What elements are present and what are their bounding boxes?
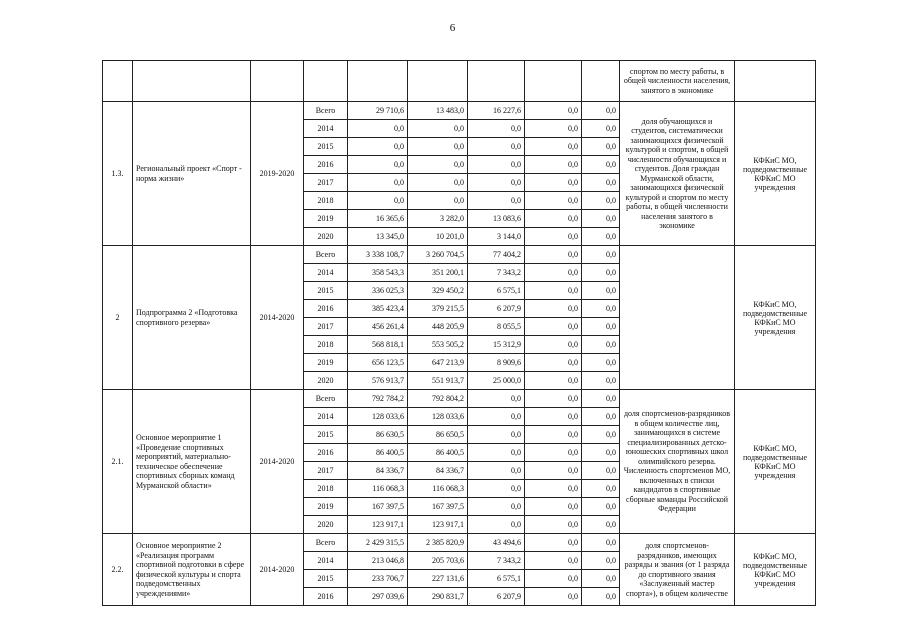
amount-cell: 0,0 — [468, 192, 525, 210]
amount-cell: 2 429 315,5 — [348, 534, 408, 552]
amount-cell: 647 213,9 — [408, 354, 468, 372]
executor-cell: КФКиС МО, подведомственные КФКиС МО учреждения — [735, 390, 816, 534]
amount-cell: 116 068,3 — [348, 480, 408, 498]
measure-name: Региональный проект «Спорт - норма жизни» — [133, 102, 251, 246]
row-number: 2.2. — [103, 534, 133, 606]
amount-cell: 568 818,1 — [348, 336, 408, 354]
amount-cell: 0,0 — [468, 426, 525, 444]
amount-cell: 0,0 — [525, 408, 582, 426]
year-cell: 2015 — [304, 570, 348, 588]
amount-cell: 205 703,6 — [408, 552, 468, 570]
amount-cell: 576 913,7 — [348, 372, 408, 390]
amount-cell: 6 575,1 — [468, 570, 525, 588]
year-cell: Всего — [304, 246, 348, 264]
amount-cell: 0,0 — [525, 354, 582, 372]
amount-cell: 0,0 — [468, 390, 525, 408]
amount-cell: 385 423,4 — [348, 300, 408, 318]
row-number: 2 — [103, 246, 133, 390]
amount-cell: 0,0 — [525, 102, 582, 120]
year-cell: 2014 — [304, 552, 348, 570]
amount-cell: 0,0 — [408, 192, 468, 210]
amount-cell: 0,0 — [525, 552, 582, 570]
amount-cell: 0,0 — [525, 534, 582, 552]
amount-cell: 0,0 — [582, 552, 620, 570]
amount-cell: 0,0 — [582, 408, 620, 426]
amount-cell: 448 205,9 — [408, 318, 468, 336]
amount-cell: 8 909,6 — [468, 354, 525, 372]
amount-cell: 84 336,7 — [348, 462, 408, 480]
amount-cell: 0,0 — [582, 192, 620, 210]
amount-cell: 0,0 — [582, 174, 620, 192]
amount-cell: 6 575,1 — [468, 282, 525, 300]
page-number: 6 — [449, 22, 456, 34]
year-cell: 2016 — [304, 588, 348, 606]
table-row — [103, 534, 816, 552]
amount-cell: 13 483,0 — [408, 102, 468, 120]
amount-cell: 3 144,0 — [468, 228, 525, 246]
indicator-cell: доля обучающихся и студентов, систематически занимающихся физической культурой и спортом, в общей численности обучающихся и студентов. Доля граждан Мурманской области, занимающихся физической культурой и спортом по месту работы, в общей численности населения занятого в экономике — [620, 102, 735, 246]
amount-cell: 0,0 — [468, 480, 525, 498]
amount-cell: 0,0 — [525, 318, 582, 336]
amount-cell: 0,0 — [348, 120, 408, 138]
empty-cell — [525, 61, 582, 102]
amount-cell: 16 365,6 — [348, 210, 408, 228]
amount-cell: 227 131,6 — [408, 570, 468, 588]
amount-cell: 0,0 — [582, 228, 620, 246]
amount-cell: 116 068,3 — [408, 480, 468, 498]
amount-cell: 123 917,1 — [408, 516, 468, 534]
amount-cell: 553 505,2 — [408, 336, 468, 354]
amount-cell: 0,0 — [525, 174, 582, 192]
year-cell: 2019 — [304, 354, 348, 372]
amount-cell: 0,0 — [582, 390, 620, 408]
amount-cell: 0,0 — [348, 174, 408, 192]
year-cell: 2016 — [304, 444, 348, 462]
amount-cell: 0,0 — [468, 462, 525, 480]
amount-cell: 0,0 — [525, 120, 582, 138]
amount-cell: 0,0 — [582, 372, 620, 390]
year-cell: 2015 — [304, 426, 348, 444]
amount-cell: 0,0 — [468, 120, 525, 138]
amount-cell: 10 201,0 — [408, 228, 468, 246]
amount-cell: 0,0 — [408, 120, 468, 138]
amount-cell: 0,0 — [582, 516, 620, 534]
amount-cell: 123 917,1 — [348, 516, 408, 534]
amount-cell: 0,0 — [525, 588, 582, 606]
year-cell: 2018 — [304, 480, 348, 498]
year-cell: Всего — [304, 390, 348, 408]
table-row — [103, 390, 816, 408]
amount-cell: 84 336,7 — [408, 462, 468, 480]
continuation-row — [103, 61, 816, 102]
amount-cell: 0,0 — [525, 138, 582, 156]
amount-cell: 0,0 — [582, 120, 620, 138]
amount-cell: 43 494,6 — [468, 534, 525, 552]
amount-cell: 0,0 — [582, 498, 620, 516]
year-cell: 2017 — [304, 318, 348, 336]
year-cell: 2015 — [304, 282, 348, 300]
amount-cell: 0,0 — [525, 390, 582, 408]
amount-cell: 0,0 — [582, 426, 620, 444]
amount-cell: 0,0 — [408, 174, 468, 192]
empty-cell — [582, 61, 620, 102]
year-cell: 2020 — [304, 516, 348, 534]
year-cell: 2017 — [304, 462, 348, 480]
amount-cell: 792 784,2 — [348, 390, 408, 408]
amount-cell: 128 033,6 — [348, 408, 408, 426]
amount-cell: 86 400,5 — [408, 444, 468, 462]
indicator-cell: доля спортсменов-разрядников в общем количестве лиц, занимающихся в системе специализированных детско-юношеских спортивных школ олимпийского резерва. Численность спортсменов МО, включенных в списки кандидатов в спортивные сборные команды Российской Федерации — [620, 390, 735, 534]
row-number: 2.1. — [103, 390, 133, 534]
amount-cell: 0,0 — [468, 174, 525, 192]
amount-cell: 0,0 — [348, 156, 408, 174]
amount-cell: 0,0 — [468, 408, 525, 426]
amount-cell: 8 055,5 — [468, 318, 525, 336]
scan-speck — [469, 603, 470, 604]
amount-cell: 0,0 — [582, 336, 620, 354]
amount-cell: 167 397,5 — [408, 498, 468, 516]
empty-cell — [468, 61, 525, 102]
amount-cell: 0,0 — [582, 210, 620, 228]
amount-cell: 25 000,0 — [468, 372, 525, 390]
amount-cell: 0,0 — [582, 444, 620, 462]
table-row — [103, 246, 816, 264]
amount-cell: 13 345,0 — [348, 228, 408, 246]
amount-cell: 167 397,5 — [348, 498, 408, 516]
year-cell: 2016 — [304, 156, 348, 174]
amount-cell: 297 039,6 — [348, 588, 408, 606]
amount-cell: 7 343,2 — [468, 552, 525, 570]
period-cell: 2014-2020 — [251, 246, 304, 390]
year-cell: 2018 — [304, 336, 348, 354]
empty-cell — [735, 61, 816, 102]
amount-cell: 86 630,5 — [348, 426, 408, 444]
amount-cell: 13 083,6 — [468, 210, 525, 228]
amount-cell: 0,0 — [582, 102, 620, 120]
amount-cell: 0,0 — [525, 444, 582, 462]
amount-cell: 0,0 — [525, 480, 582, 498]
amount-cell: 3 338 108,7 — [348, 246, 408, 264]
year-cell: 2020 — [304, 372, 348, 390]
amount-cell: 16 227,6 — [468, 102, 525, 120]
year-cell: 2018 — [304, 192, 348, 210]
amount-cell: 0,0 — [408, 138, 468, 156]
year-cell: 2016 — [304, 300, 348, 318]
amount-cell: 0,0 — [582, 300, 620, 318]
empty-cell — [408, 61, 468, 102]
indicator-cell: спортом по месту работы, в общей численности населения, занятого в экономике — [620, 61, 735, 102]
amount-cell: 0,0 — [468, 498, 525, 516]
amount-cell: 351 200,1 — [408, 264, 468, 282]
amount-cell: 6 207,9 — [468, 588, 525, 606]
amount-cell: 0,0 — [582, 588, 620, 606]
amount-cell: 0,0 — [582, 138, 620, 156]
amount-cell: 2 385 820,9 — [408, 534, 468, 552]
amount-cell: 86 400,5 — [348, 444, 408, 462]
period-cell: 2019-2020 — [251, 102, 304, 246]
year-cell: Всего — [304, 102, 348, 120]
amount-cell: 0,0 — [525, 156, 582, 174]
empty-cell — [251, 61, 304, 102]
amount-cell: 0,0 — [525, 282, 582, 300]
amount-cell: 7 343,2 — [468, 264, 525, 282]
amount-cell: 0,0 — [468, 138, 525, 156]
amount-cell: 77 404,2 — [468, 246, 525, 264]
amount-cell: 0,0 — [525, 516, 582, 534]
measure-name: Основное мероприятие 2 «Реализация программ спортивной подготовки в сфере физической культуры и спорта подведомственных учреждениями» — [133, 534, 251, 606]
amount-cell: 0,0 — [582, 246, 620, 264]
amount-cell: 656 123,5 — [348, 354, 408, 372]
amount-cell: 0,0 — [408, 156, 468, 174]
year-cell: 2014 — [304, 120, 348, 138]
amount-cell: 0,0 — [582, 282, 620, 300]
indicator-cell — [620, 246, 735, 390]
amount-cell: 379 215,5 — [408, 300, 468, 318]
empty-cell — [348, 61, 408, 102]
empty-cell — [103, 61, 133, 102]
period-cell: 2014-2020 — [251, 390, 304, 534]
amount-cell: 0,0 — [582, 480, 620, 498]
amount-cell: 0,0 — [525, 264, 582, 282]
amount-cell: 792 804,2 — [408, 390, 468, 408]
measure-name: Основное мероприятие 1 «Проведение спортивных мероприятий, материально-техническое обеспечение спортивных сборных команд Мурманской области» — [133, 390, 251, 534]
amount-cell: 0,0 — [525, 570, 582, 588]
amount-cell: 0,0 — [525, 300, 582, 318]
year-cell: 2014 — [304, 264, 348, 282]
empty-cell — [133, 61, 251, 102]
amount-cell: 86 650,5 — [408, 426, 468, 444]
amount-cell: 0,0 — [348, 138, 408, 156]
program-table — [102, 60, 816, 606]
executor-cell: КФКиС МО, подведомственные КФКиС МО учреждения — [735, 246, 816, 390]
amount-cell: 0,0 — [525, 498, 582, 516]
amount-cell: 6 207,9 — [468, 300, 525, 318]
year-cell: 2017 — [304, 174, 348, 192]
amount-cell: 15 312,9 — [468, 336, 525, 354]
year-cell: 2015 — [304, 138, 348, 156]
executor-cell: КФКиС МО, подведомственные КФКиС МО учреждения — [735, 102, 816, 246]
amount-cell: 0,0 — [525, 462, 582, 480]
amount-cell: 0,0 — [582, 534, 620, 552]
amount-cell: 0,0 — [468, 516, 525, 534]
empty-cell — [304, 61, 348, 102]
amount-cell: 290 831,7 — [408, 588, 468, 606]
amount-cell: 329 450,2 — [408, 282, 468, 300]
amount-cell: 0,0 — [468, 156, 525, 174]
amount-cell: 0,0 — [525, 336, 582, 354]
measure-name: Подпрограмма 2 «Подготовка спортивного резерва» — [133, 246, 251, 390]
year-cell: 2019 — [304, 498, 348, 516]
amount-cell: 456 261,4 — [348, 318, 408, 336]
amount-cell: 0,0 — [582, 354, 620, 372]
amount-cell: 3 260 704,5 — [408, 246, 468, 264]
year-cell: Всего — [304, 534, 348, 552]
amount-cell: 0,0 — [348, 192, 408, 210]
amount-cell: 233 706,7 — [348, 570, 408, 588]
amount-cell: 128 033,6 — [408, 408, 468, 426]
indicator-cell: доля спортсменов-разрядников, имеющих разряды и звания (от 1 разряда до спортивного звания «Заслуженный мастер спорта»), в общем количестве — [620, 534, 735, 606]
amount-cell: 336 025,3 — [348, 282, 408, 300]
table-row — [103, 102, 816, 120]
year-cell: 2014 — [304, 408, 348, 426]
amount-cell: 551 913,7 — [408, 372, 468, 390]
amount-cell: 0,0 — [582, 462, 620, 480]
amount-cell: 29 710,6 — [348, 102, 408, 120]
executor-cell: КФКиС МО, подведомственные КФКиС МО учреждения — [735, 534, 816, 606]
amount-cell: 0,0 — [468, 444, 525, 462]
amount-cell: 0,0 — [525, 372, 582, 390]
year-cell: 2019 — [304, 210, 348, 228]
amount-cell: 0,0 — [525, 210, 582, 228]
year-cell: 2020 — [304, 228, 348, 246]
amount-cell: 0,0 — [525, 426, 582, 444]
amount-cell: 0,0 — [582, 570, 620, 588]
amount-cell: 0,0 — [525, 246, 582, 264]
amount-cell: 0,0 — [582, 264, 620, 282]
amount-cell: 358 543,3 — [348, 264, 408, 282]
period-cell: 2014-2020 — [251, 534, 304, 606]
amount-cell: 213 046,8 — [348, 552, 408, 570]
amount-cell: 0,0 — [582, 156, 620, 174]
amount-cell: 3 282,0 — [408, 210, 468, 228]
row-number: 1.3. — [103, 102, 133, 246]
amount-cell: 0,0 — [582, 318, 620, 336]
amount-cell: 0,0 — [525, 228, 582, 246]
amount-cell: 0,0 — [525, 192, 582, 210]
